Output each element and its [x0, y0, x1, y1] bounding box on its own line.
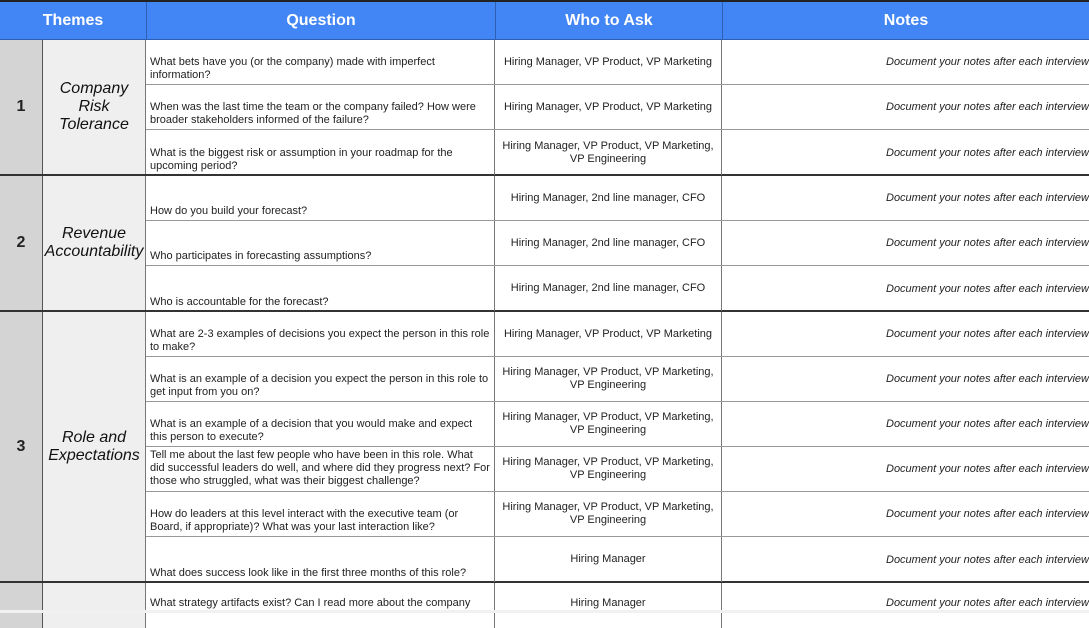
table-row[interactable]	[146, 40, 1089, 85]
theme-name[interactable]	[43, 312, 146, 581]
who-to-ask-cell[interactable]: Hiring Manager	[495, 583, 722, 628]
question-cell[interactable]: When was the last time the team or the company failed? How were broader stakeholders informed of the failure?	[146, 85, 495, 129]
theme-label: Revenue Accountability	[44, 225, 144, 260]
table-row[interactable]	[146, 176, 1089, 221]
notes-cell[interactable]: Document your notes after each interview	[886, 192, 1089, 204]
notes-cell[interactable]: Document your notes after each interview	[886, 328, 1089, 340]
question-cell[interactable]: What is an example of a decision you expect the person in this role to get input from you on?	[146, 357, 495, 401]
question-cell[interactable]: How do leaders at this level interact with the executive team (or Board, if appropriate)? What was your last interaction like?	[146, 492, 495, 536]
question-cell[interactable]: What is the biggest risk or assumption in your roadmap for the upcoming period?	[146, 130, 495, 175]
who-to-ask-cell[interactable]: Hiring Manager, VP Product, VP Marketing, VP Engineering	[495, 447, 722, 491]
who-to-ask-cell[interactable]: Hiring Manager, 2nd line manager, CFO	[495, 221, 722, 265]
notes-cell[interactable]: Document your notes after each interview	[886, 237, 1089, 249]
question-cell[interactable]: Tell me about the last few people who have been in this role. What did successful leaders do well, and where did they progress next? For those who struggled, what was their biggest challenge?	[146, 447, 495, 491]
header-question[interactable]: Question	[147, 2, 496, 39]
question-cell[interactable]: What are 2-3 examples of decisions you expect the person in this role to make?	[146, 312, 495, 356]
question-cell[interactable]: What strategy artifacts exist? Can I read more about the company	[146, 583, 495, 628]
question-cell[interactable]: Who participates in forecasting assumptions?	[146, 221, 495, 265]
who-to-ask-cell[interactable]: Hiring Manager, VP Product, VP Marketing, VP Engineering	[495, 402, 722, 446]
notes-cell[interactable]: Document your notes after each interview	[886, 553, 1089, 566]
who-to-ask-cell[interactable]: Hiring Manager, VP Product, VP Marketing	[495, 312, 722, 356]
question-cell[interactable]: What is an example of a decision that you would make and expect this person to execute?	[146, 402, 495, 446]
notes-cell[interactable]: Document your notes after each interview	[886, 597, 1089, 609]
table-row[interactable]	[146, 357, 1089, 402]
who-to-ask-cell[interactable]: Hiring Manager, VP Product, VP Marketing, VP Engineering	[495, 357, 722, 401]
who-to-ask-cell[interactable]: Hiring Manager	[495, 537, 722, 582]
table-row[interactable]	[146, 85, 1089, 130]
table-header	[0, 2, 1089, 40]
theme-group-1	[0, 40, 1089, 176]
notes-cell[interactable]: Document your notes after each interview	[886, 508, 1089, 520]
notes-cell[interactable]: Document your notes after each interview	[886, 463, 1089, 475]
notes-cell[interactable]: Document your notes after each interview	[886, 282, 1089, 295]
theme-label: Role and Expectations	[48, 428, 140, 464]
theme-number[interactable]: 1	[0, 40, 43, 174]
who-to-ask-cell[interactable]: Hiring Manager, VP Product, VP Marketing	[495, 40, 722, 84]
table-row[interactable]	[146, 221, 1089, 266]
who-to-ask-cell[interactable]: Hiring Manager, 2nd line manager, CFO	[495, 266, 722, 311]
table-row[interactable]	[146, 402, 1089, 447]
table-row[interactable]	[146, 266, 1089, 311]
theme-number[interactable]	[0, 583, 43, 628]
question-cell[interactable]: What bets have you (or the company) made with imperfect information?	[146, 40, 495, 84]
who-to-ask-cell[interactable]: Hiring Manager, VP Product, VP Marketing, VP Engineering	[495, 492, 722, 536]
question-cell[interactable]: What does success look like in the first three months of this role?	[146, 537, 495, 582]
notes-cell[interactable]: Document your notes after each interview	[886, 101, 1089, 113]
notes-cell[interactable]: Document your notes after each interview	[886, 418, 1089, 430]
table-row[interactable]	[146, 492, 1089, 537]
header-who-to-ask[interactable]: Who to Ask	[496, 2, 723, 39]
table-row[interactable]	[146, 130, 1089, 175]
notes-cell[interactable]: Document your notes after each interview	[886, 56, 1089, 68]
header-themes[interactable]: Themes	[0, 2, 147, 39]
table-row[interactable]	[146, 537, 1089, 582]
question-cell[interactable]: Who is accountable for the forecast?	[146, 266, 495, 311]
table-row[interactable]	[146, 583, 1089, 628]
theme-label: Company Risk Tolerance	[59, 80, 129, 133]
theme-group-2	[0, 176, 1089, 312]
theme-number[interactable]: 3	[0, 312, 43, 581]
table-row[interactable]	[146, 312, 1089, 357]
theme-name[interactable]	[43, 583, 146, 628]
notes-cell[interactable]: Document your notes after each interview	[886, 146, 1089, 159]
notes-cell[interactable]: Document your notes after each interview	[886, 373, 1089, 385]
theme-name[interactable]	[43, 40, 146, 174]
theme-name[interactable]	[43, 176, 146, 310]
who-to-ask-cell[interactable]: Hiring Manager, VP Product, VP Marketing	[495, 85, 722, 129]
theme-group-3	[0, 312, 1089, 583]
header-notes[interactable]: Notes	[883, 12, 929, 29]
who-to-ask-cell[interactable]: Hiring Manager, VP Product, VP Marketing, VP Engineering	[495, 130, 722, 175]
theme-group-4	[0, 583, 1089, 628]
question-cell[interactable]: How do you build your forecast?	[146, 176, 495, 220]
table-row[interactable]	[146, 447, 1089, 492]
who-to-ask-cell[interactable]: Hiring Manager, 2nd line manager, CFO	[495, 176, 722, 220]
theme-number[interactable]: 2	[0, 176, 43, 310]
